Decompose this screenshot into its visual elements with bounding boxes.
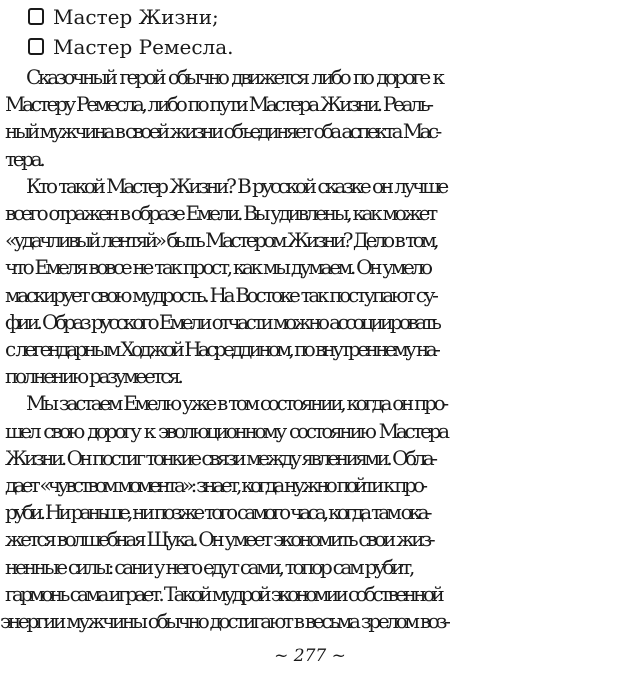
text-line: что Емеля вовсе не так прост, как мы думаем. Он умело [5,255,430,279]
bullet-text: Мастер Жизни; [53,5,219,29]
text-line: шел свою дорогу к эволюционному состоянию Мастера [5,419,447,443]
text-line: Мы застаем Емелю уже в том состоянии, когда он про- [26,391,446,415]
bullet-item-master-of-craft [28,33,234,61]
text-line: Сказочный герой обычно движется либо по дороге к [26,65,442,89]
page-number: ~ 277 ~ [274,646,346,666]
text-line: энергии мужчины обычно достигают в весьма зрелом воз- [0,609,448,633]
text-line: ненные силы: сани у него едут сами, топор сам рубит, [5,555,413,579]
text-line: маскирует свою мудрость. На Востоке так поступают су- [5,283,436,307]
text-line: тера. [5,147,43,171]
checkbox-bullet-icon [28,8,44,25]
checkbox-bullet-icon [28,38,44,55]
text-line: полнению разумеется. [5,364,181,388]
text-line: с легендарным Ходжой Насреддином, по внутреннему на- [5,337,438,361]
text-line: гармонь сама играет. Такой мудрой экономии собственной [5,582,442,606]
text-line: ный мужчина в своей жизни объединяет оба аспекта Мас- [5,119,439,143]
text-line: Жизни. Он постиг тонкие связи между явлениями. Обла- [5,446,435,470]
text-line: фии. Образ русского Емели отчасти можно ассоциировать [5,310,439,334]
text-line: руби. Ни раньше, ни позже того самого часа, когда там ока- [5,500,429,524]
bullet-item-master-of-life [28,3,219,31]
text-line: «удачливый лентяй» быть Мастером Жизни? Дело в том, [5,228,437,252]
text-line: дает «чувством момента»: знает, когда нужно пойти к про- [5,473,425,497]
bullet-text: Мастер Ремесла. [53,35,234,59]
text-line: всего отражен в образе Емели. Вы удивлены, как может [5,201,435,225]
text-line: жется волшебная Щука. Он умеет экономить свои жиз- [5,527,433,551]
text-line: Мастеру Ремесла, либо по пути Мастера Жизни. Реаль- [5,92,431,116]
text-line: Кто такой Мастер Жизни? В русской сказке он лучше [26,174,446,198]
